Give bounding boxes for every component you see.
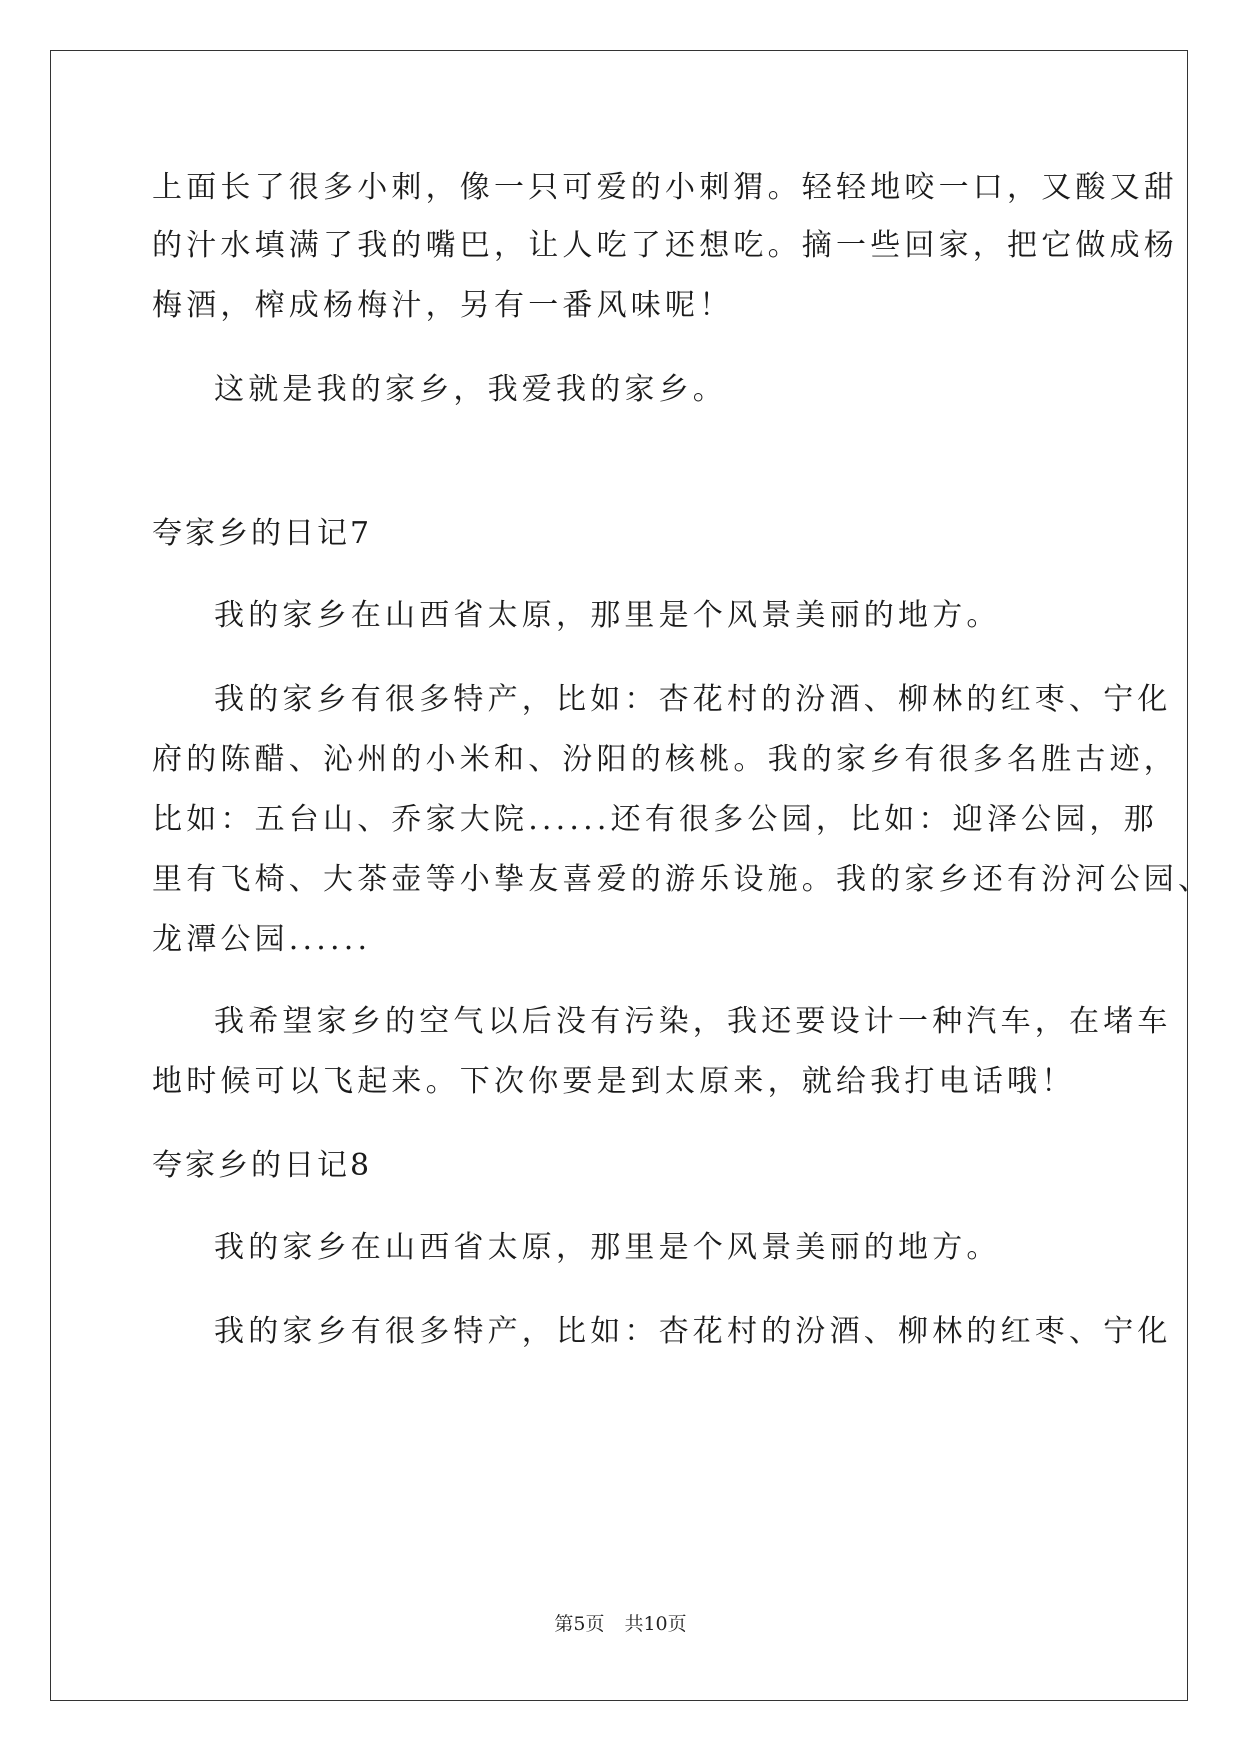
body-text-line: 比如：五台山、乔家大院......还有很多公园，比如：迎泽公园，那 bbox=[152, 802, 1158, 837]
body-text-line: 府的陈醋、沁州的小米和、汾阳的核桃。我的家乡有很多名胜古迹， bbox=[152, 742, 1178, 777]
page-footer bbox=[0, 1612, 1241, 1636]
body-text-line: 梅酒，榨成杨梅汁，另有一番风味呢！ bbox=[152, 288, 734, 323]
body-text-line: 里有飞椅、大茶壶等小挚友喜爱的游乐设施。我的家乡还有汾河公园、 bbox=[152, 862, 1213, 897]
page-total: 共10页 bbox=[624, 1613, 687, 1635]
paragraph-first-line: 我的家乡有很多特产，比如：杏花村的汾酒、柳林的红枣、宁化 bbox=[214, 682, 1172, 717]
page-number: 第5页 bbox=[554, 1613, 605, 1635]
paragraph-first-line: 我希望家乡的空气以后没有污染，我还要设计一种汽车，在堵车 bbox=[214, 1004, 1172, 1039]
paragraph-first-line: 我的家乡在山西省太原，那里是个风景美丽的地方。 bbox=[214, 598, 1001, 633]
paragraph-first-line: 我的家乡在山西省太原，那里是个风景美丽的地方。 bbox=[214, 1230, 1001, 1265]
section-heading: 夸家乡的日记7 bbox=[152, 516, 373, 551]
body-text-line: 的汁水填满了我的嘴巴，让人吃了还想吃。摘一些回家，把它做成杨 bbox=[152, 228, 1178, 263]
body-text-line: 上面长了很多小刺，像一只可爱的小刺猬。轻轻地咬一口，又酸又甜 bbox=[152, 170, 1178, 205]
section-heading: 夸家乡的日记8 bbox=[152, 1148, 373, 1183]
body-text-line: 龙潭公园...... bbox=[152, 922, 372, 957]
body-text-line: 地时候可以飞起来。下次你要是到太原来，就给我打电话哦！ bbox=[152, 1064, 1076, 1099]
paragraph-first-line: 这就是我的家乡，我爱我的家乡。 bbox=[214, 372, 727, 407]
paragraph-first-line: 我的家乡有很多特产，比如：杏花村的汾酒、柳林的红枣、宁化 bbox=[214, 1314, 1172, 1349]
